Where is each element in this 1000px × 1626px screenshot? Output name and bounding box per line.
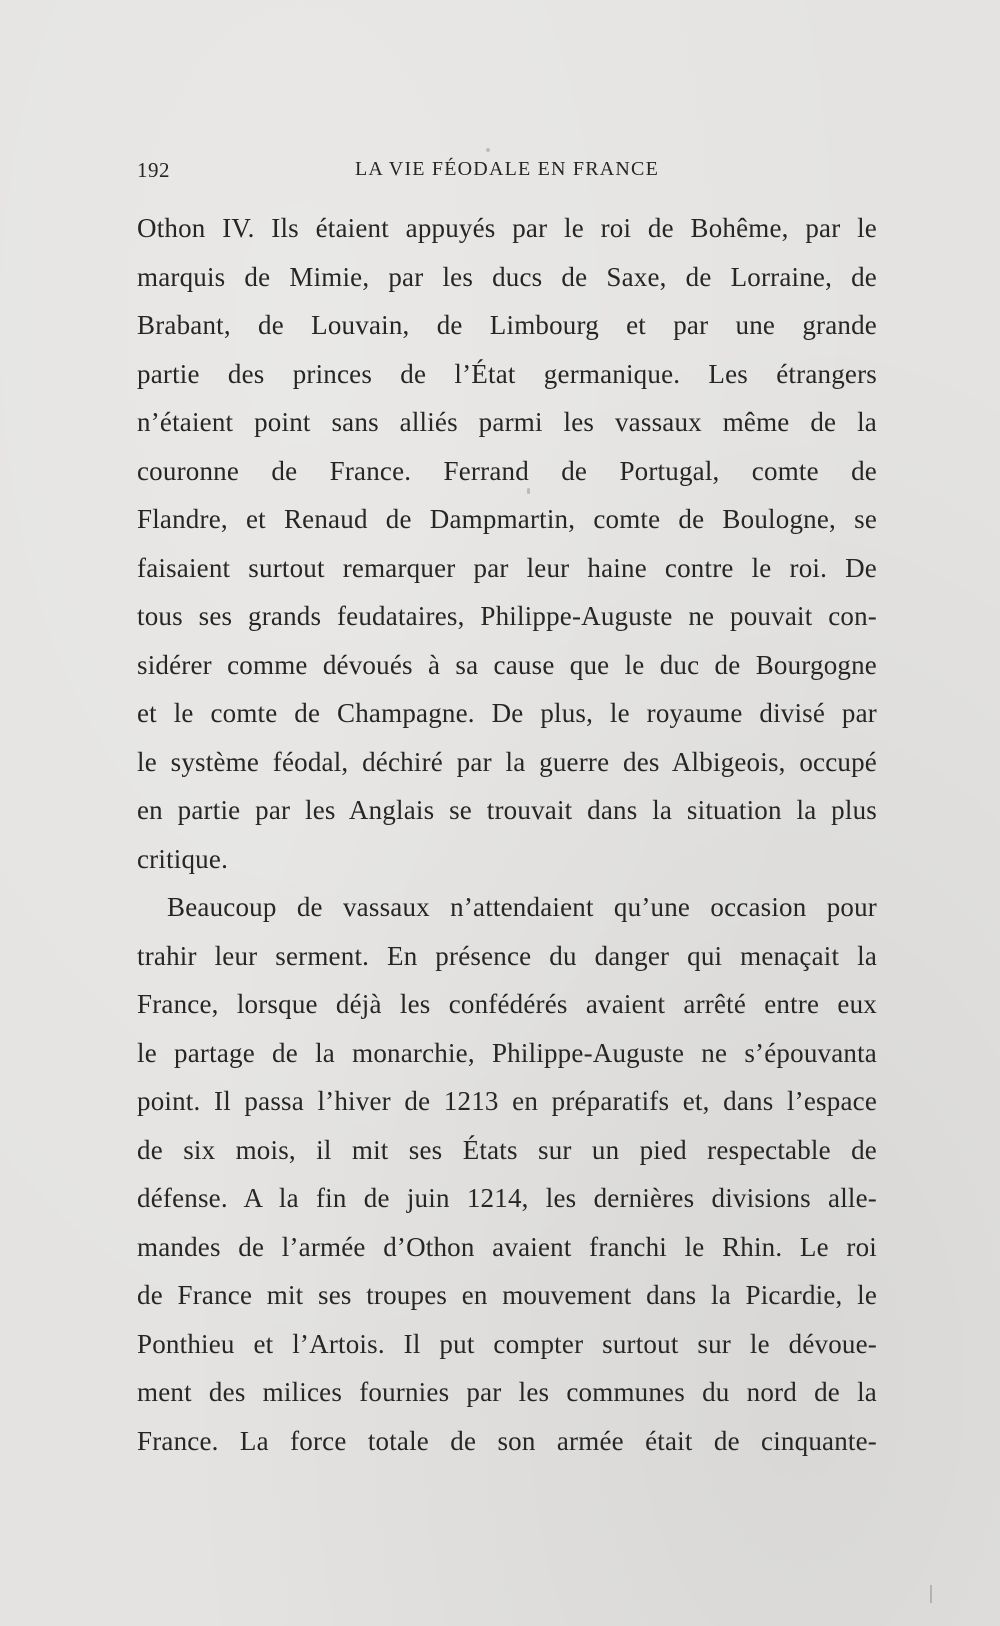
text-line: trahir leur serment. En présence du danger qui menaçait la [137,940,877,971]
text-line: partie des princes de l’État germanique. Les étrangers [137,358,877,389]
text-line: de six mois, il mit ses États sur un pied respectable de [137,1134,877,1165]
text-line: France, lorsque déjà les confédérés avaient arrêté entre eux [137,989,877,1019]
text-line: Ponthieu et l’Artois. Il put compter surtout sur le dévoue- [137,1328,877,1359]
text-line: le système féodal, déchiré par la guerre des Albigeois, occupé [137,746,877,777]
scan-speck [486,148,490,152]
text-line: Flandre, et Renaud de Dampmartin, comte de Boulogne, se [137,504,877,534]
text-line: France. La force totale de son armée était de cinquante- [137,1425,877,1456]
text-line: couronne de France. Ferrand de Portugal, comte de [137,455,877,486]
text-line: faisaient surtout remarquer par leur haine contre le roi. De [137,552,877,583]
text-line: Brabant, de Louvain, de Limbourg et par une grande [137,310,877,340]
text-line: le partage de la monarchie, Philippe-Auguste ne s’épouvanta [137,1037,877,1068]
text-line: et le comte de Champagne. De plus, le royaume divisé par [137,698,877,728]
text-line: critique. [137,843,229,874]
scan-speck [527,488,530,494]
text-line: en partie par les Anglais se trouvait dans la situation la plus [137,795,877,825]
running-title: LA VIE FÉODALE EN FRANCE [355,158,659,180]
scan-speck [930,1585,932,1603]
text-line: point. Il passa l’hiver de 1213 en préparatifs et, dans l’espace [137,1086,877,1116]
text-line: défense. A la fin de juin 1214, les dernières divisions alle- [137,1183,877,1213]
text-line: tous ses grands feudataires, Philippe-Auguste ne pouvait con- [137,601,877,631]
text-line: n’étaient point sans alliés parmi les vassaux même de la [137,407,877,437]
text-line: marquis de Mimie, par les ducs de Saxe, de Lorraine, de [137,261,877,292]
paragraph-first-line: Beaucoup de vassaux n’attendaient qu’une occasion pour [167,892,877,922]
page-number: 192 [137,158,170,182]
text-line: mandes de l’armée d’Othon avaient franchi le Rhin. Le roi [137,1231,877,1262]
text-line: de France mit ses troupes en mouvement dans la Picardie, le [137,1280,877,1310]
text-line: ment des milices fournies par les communes du nord de la [137,1377,877,1407]
text-line: Othon IV. Ils étaient appuyés par le roi de Bohême, par le [137,213,877,243]
running-head [137,158,877,188]
body-text [137,204,877,1465]
text-line: sidérer comme dévoués à sa cause que le duc de Bourgogne [137,649,877,680]
